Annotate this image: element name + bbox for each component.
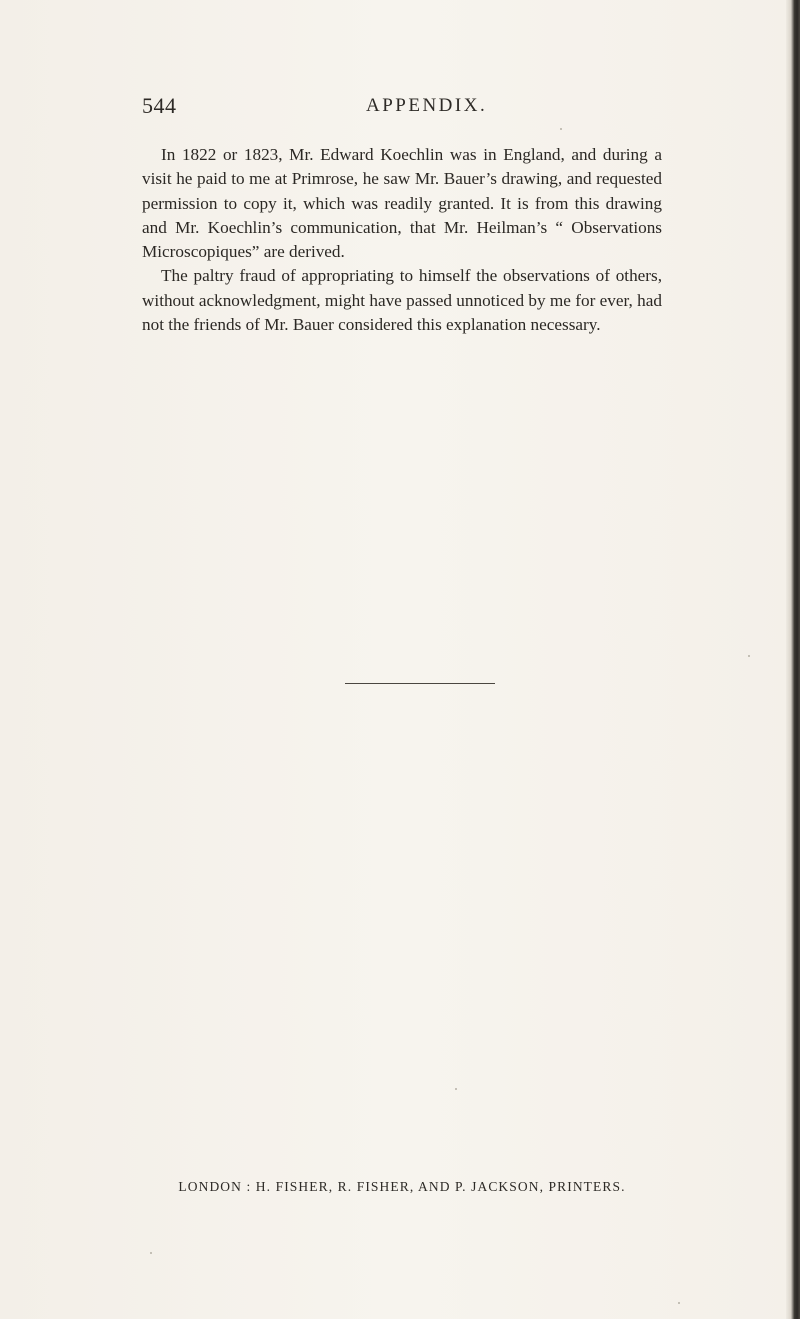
- book-binding-edge: [786, 0, 800, 1319]
- paper-speck: [150, 1252, 152, 1254]
- paragraph: The paltry fraud of appropriating to himself the observations of others, without acknowledgment, might have passed unnoticed by me for ever, had not the friends of Mr. Bauer considered this explanation necessary.: [142, 266, 662, 335]
- paragraph: In 1822 or 1823, Mr. Edward Koechlin was in England, and during a visit he paid to me at Primrose, he saw Mr. Bauer’s drawing, and requested permission to copy it, which was readily granted. It is from this drawing and Mr. Koechlin’s communication, that Mr. Heilman’s “ Observations Microscopiques” are derived.: [142, 145, 662, 262]
- paper-speck: [455, 1088, 457, 1090]
- page-number: 544: [142, 93, 177, 118]
- running-head: APPENDIX.: [366, 95, 488, 116]
- paper-speck: [748, 655, 750, 657]
- section-divider-rule: [345, 683, 495, 684]
- body-text: [142, 143, 662, 337]
- paper-speck: [560, 128, 562, 130]
- paper-speck: [678, 1302, 680, 1304]
- printer-imprint: LONDON : H. FISHER, R. FISHER, AND P. JACKSON, PRINTERS.: [178, 1179, 626, 1194]
- page-header: [142, 93, 672, 123]
